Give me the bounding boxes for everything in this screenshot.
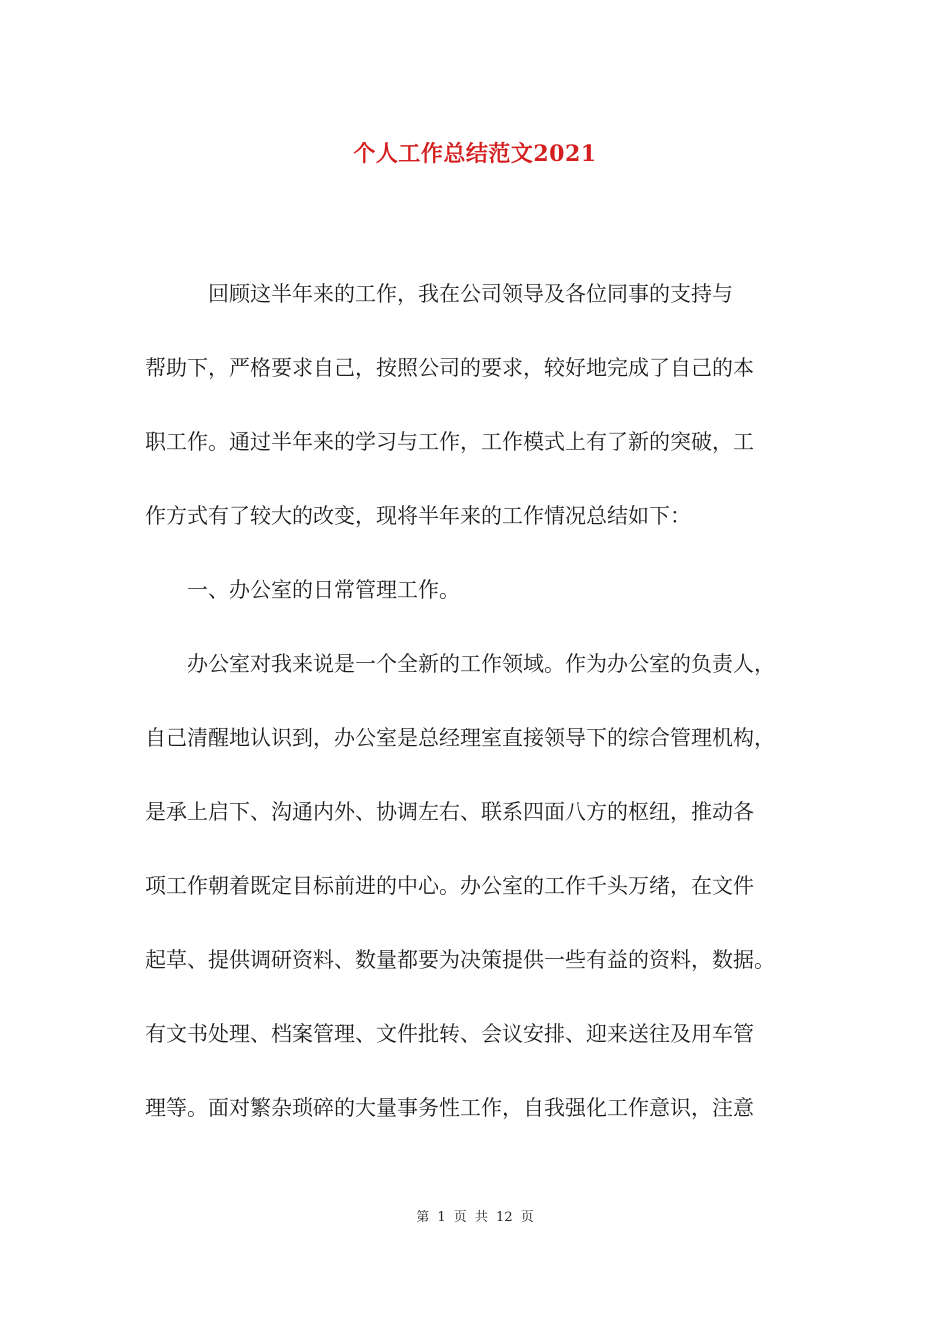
body-line: 回顾这半年来的工作，我在公司领导及各位同事的支持与 [145, 282, 733, 306]
body-line: 帮助下，严格要求自己，按照公司的要求，较好地完成了自己的本 [145, 356, 754, 380]
body-line: 职工作。通过半年来的学习与工作，工作模式上有了新的突破，工 [145, 430, 754, 454]
section-heading: 一、办公室的日常管理工作。 [145, 578, 460, 602]
body-line: 办公室对我来说是一个全新的工作领域。作为办公室的负责人， [145, 652, 775, 676]
document-title: 个人工作总结范文2021 [353, 141, 597, 167]
body-line: 起草、提供调研资料、数量都要为决策提供一些有益的资料，数据。 [145, 948, 775, 972]
body-line: 作方式有了较大的改变，现将半年来的工作情况总结如下： [145, 504, 691, 528]
body-line: 有文书处理、档案管理、文件批转、会议安排、迎来送往及用车管 [145, 1022, 754, 1046]
body-line: 理等。面对繁杂琐碎的大量事务性工作，自我强化工作意识，注意 [145, 1096, 754, 1120]
document-body [145, 257, 807, 1145]
body-line: 自己清醒地认识到，办公室是总经理室直接领导下的综合管理机构， [145, 726, 775, 750]
page-number-footer: 第 1 页 共 12 页 [416, 1210, 534, 1225]
body-line: 是承上启下、沟通内外、协调左右、联系四面八方的枢纽，推动各 [145, 800, 754, 824]
body-line: 项工作朝着既定目标前进的中心。办公室的工作千头万绪，在文件 [145, 874, 754, 898]
